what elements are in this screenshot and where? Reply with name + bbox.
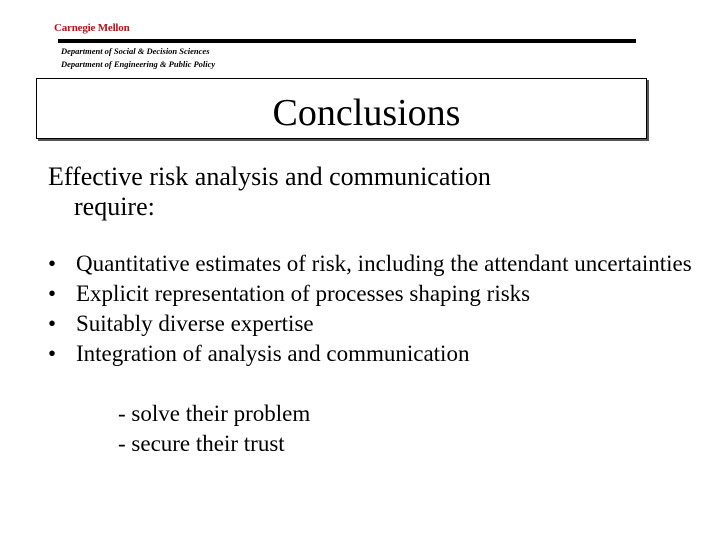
bullet-item <box>48 339 708 369</box>
bullet-item <box>48 249 708 279</box>
title-box <box>36 78 647 139</box>
intro-line-1: Effective risk analysis and communication <box>48 162 491 191</box>
intro-line-2: require: <box>74 192 155 221</box>
bullet-item <box>48 279 708 309</box>
department-line-2: Department of Engineering & Public Policy <box>61 59 216 69</box>
bullet-symbol: • <box>48 251 57 276</box>
bullet-text: Suitably diverse expertise <box>76 311 314 336</box>
carnegie-mellon-logo: Carnegie Mellon <box>54 22 130 34</box>
slide-title: Conclusions <box>272 92 461 134</box>
bullet-text: Explicit representation of processes shaping risks <box>76 281 531 306</box>
sub-item-solve-problem: - solve their problem <box>118 401 311 426</box>
bullet-symbol: • <box>48 281 57 306</box>
header-rule <box>58 39 636 43</box>
bullet-symbol: • <box>48 311 57 336</box>
department-line-1: Department of Social & Decision Sciences <box>61 46 210 56</box>
bullet-symbol: • <box>48 341 57 366</box>
bullet-list <box>48 249 708 369</box>
bullet-item <box>48 309 708 339</box>
intro-text <box>48 162 688 222</box>
sub-item-secure-trust: - secure their trust <box>118 431 285 456</box>
bullet-text: Quantitative estimates of risk, including the attendant uncertainties <box>76 251 692 276</box>
bullet-text: Integration of analysis and communication <box>76 341 470 366</box>
